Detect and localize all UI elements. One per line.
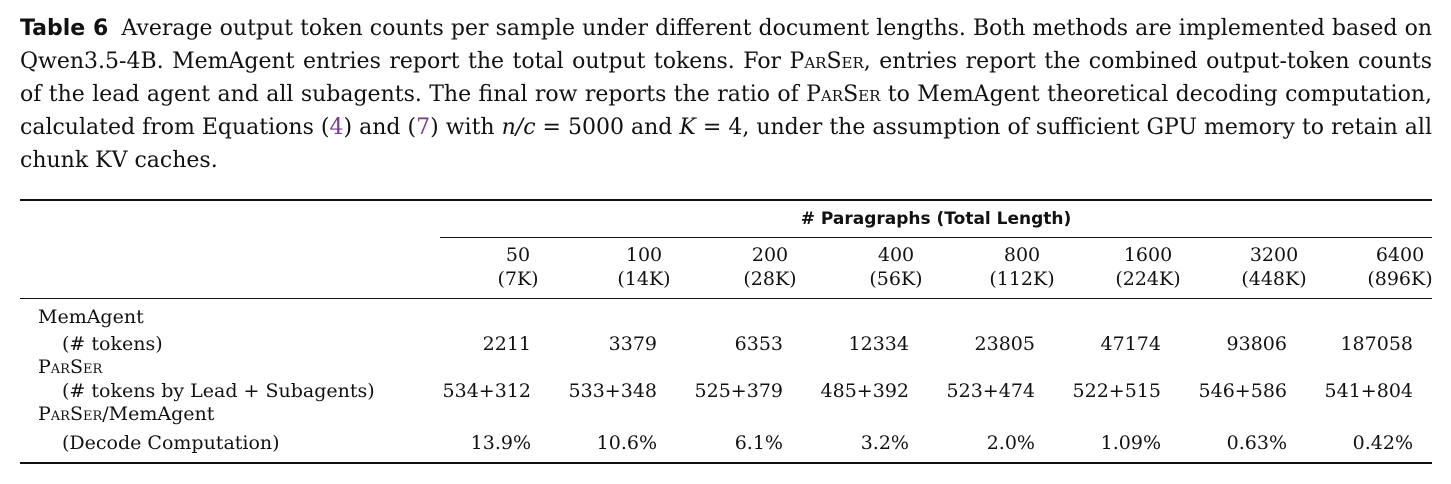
- column-header: [584, 243, 704, 291]
- table-caption: Table 6 Average output token counts per sample under different document lengths. Both methods are implemented based on Qwen3.5-4B. MemAgent entries report the total output tokens. For ParSer, entries report the combined output-token counts of the lead agent and all subagents. The final row reports the ratio of ParSer to MemAgent theoretical decoding computation, calculated from Equations (4) and (7) with n/c = 5000 and K = 4, under the assumption of sufficient GPU memory to retain all chunk KV caches.: [20, 16, 1433, 173]
- column-header-length: (7K): [497, 268, 539, 290]
- table-cell: 523+474: [946, 380, 1035, 402]
- caption-label: Table 6: [20, 16, 109, 41]
- column-header-count: 400: [877, 244, 915, 266]
- table-cell: 0.63%: [1226, 432, 1287, 454]
- group-rule: [440, 237, 1432, 238]
- table-cell: 6.1%: [734, 432, 783, 454]
- table-cell: 525+379: [694, 380, 783, 402]
- equation-ref[interactable]: 7: [416, 115, 431, 140]
- column-header: [1088, 243, 1208, 291]
- column-header-count: 3200: [1249, 244, 1299, 266]
- column-header-count: 50: [505, 244, 531, 266]
- table-cell: 1.09%: [1100, 432, 1161, 454]
- table-cell: 541+804: [1324, 380, 1413, 402]
- column-header-length: (448K): [1241, 268, 1307, 290]
- table-cell: 10.6%: [596, 432, 657, 454]
- column-header: [1214, 243, 1334, 291]
- table-bottom-rule: [20, 462, 1432, 464]
- column-header: [458, 243, 578, 291]
- table-cell: 93806: [1226, 333, 1287, 355]
- table-cell: 187058: [1340, 333, 1413, 355]
- column-header-length: (224K): [1115, 268, 1181, 290]
- equation-ref[interactable]: 4: [329, 115, 344, 140]
- group-header: # Paragraphs (Total Length): [800, 209, 1072, 229]
- table-cell: 3379: [608, 333, 657, 355]
- table-cell: 533+348: [568, 380, 657, 402]
- table-cell: 2211: [482, 333, 531, 355]
- column-header: [1340, 243, 1451, 291]
- table-top-rule: [20, 199, 1432, 201]
- table-cell: 6353: [734, 333, 783, 355]
- table-cell: 3.2%: [860, 432, 909, 454]
- column-header-length: (56K): [869, 268, 923, 290]
- table-cell: 13.9%: [470, 432, 531, 454]
- column-header-count: 6400: [1375, 244, 1425, 266]
- column-header-count: 200: [751, 244, 789, 266]
- row-sublabel-memagent: (# tokens): [62, 333, 163, 355]
- table-cell: 47174: [1100, 333, 1161, 355]
- table-cell: 485+392: [820, 380, 909, 402]
- column-header-length: (28K): [743, 268, 797, 290]
- column-header: [962, 243, 1082, 291]
- row-sublabel-ratio: (Decode Computation): [62, 432, 280, 454]
- column-header: [710, 243, 830, 291]
- table-cell: 546+586: [1198, 380, 1287, 402]
- column-header-count: 100: [625, 244, 663, 266]
- column-header-count: 800: [1003, 244, 1041, 266]
- column-header-length: (14K): [617, 268, 671, 290]
- column-header-count: 1600: [1123, 244, 1173, 266]
- table-mid-rule: [20, 298, 1432, 299]
- row-label-memagent: MemAgent: [38, 306, 144, 328]
- column-header: [836, 243, 956, 291]
- row-label-parser: ParSer: [38, 356, 103, 378]
- table-cell: 534+312: [442, 380, 531, 402]
- table-cell: 522+515: [1072, 380, 1161, 402]
- table-cell: 12334: [848, 333, 909, 355]
- row-label-ratio: ParSer/MemAgent: [38, 403, 215, 425]
- table-cell: 23805: [974, 333, 1035, 355]
- column-header-length: (112K): [989, 268, 1055, 290]
- table-cell: 2.0%: [986, 432, 1035, 454]
- table-cell: 0.42%: [1352, 432, 1413, 454]
- column-header-length: (896K): [1367, 268, 1433, 290]
- row-sublabel-parser: (# tokens by Lead + Subagents): [62, 380, 375, 402]
